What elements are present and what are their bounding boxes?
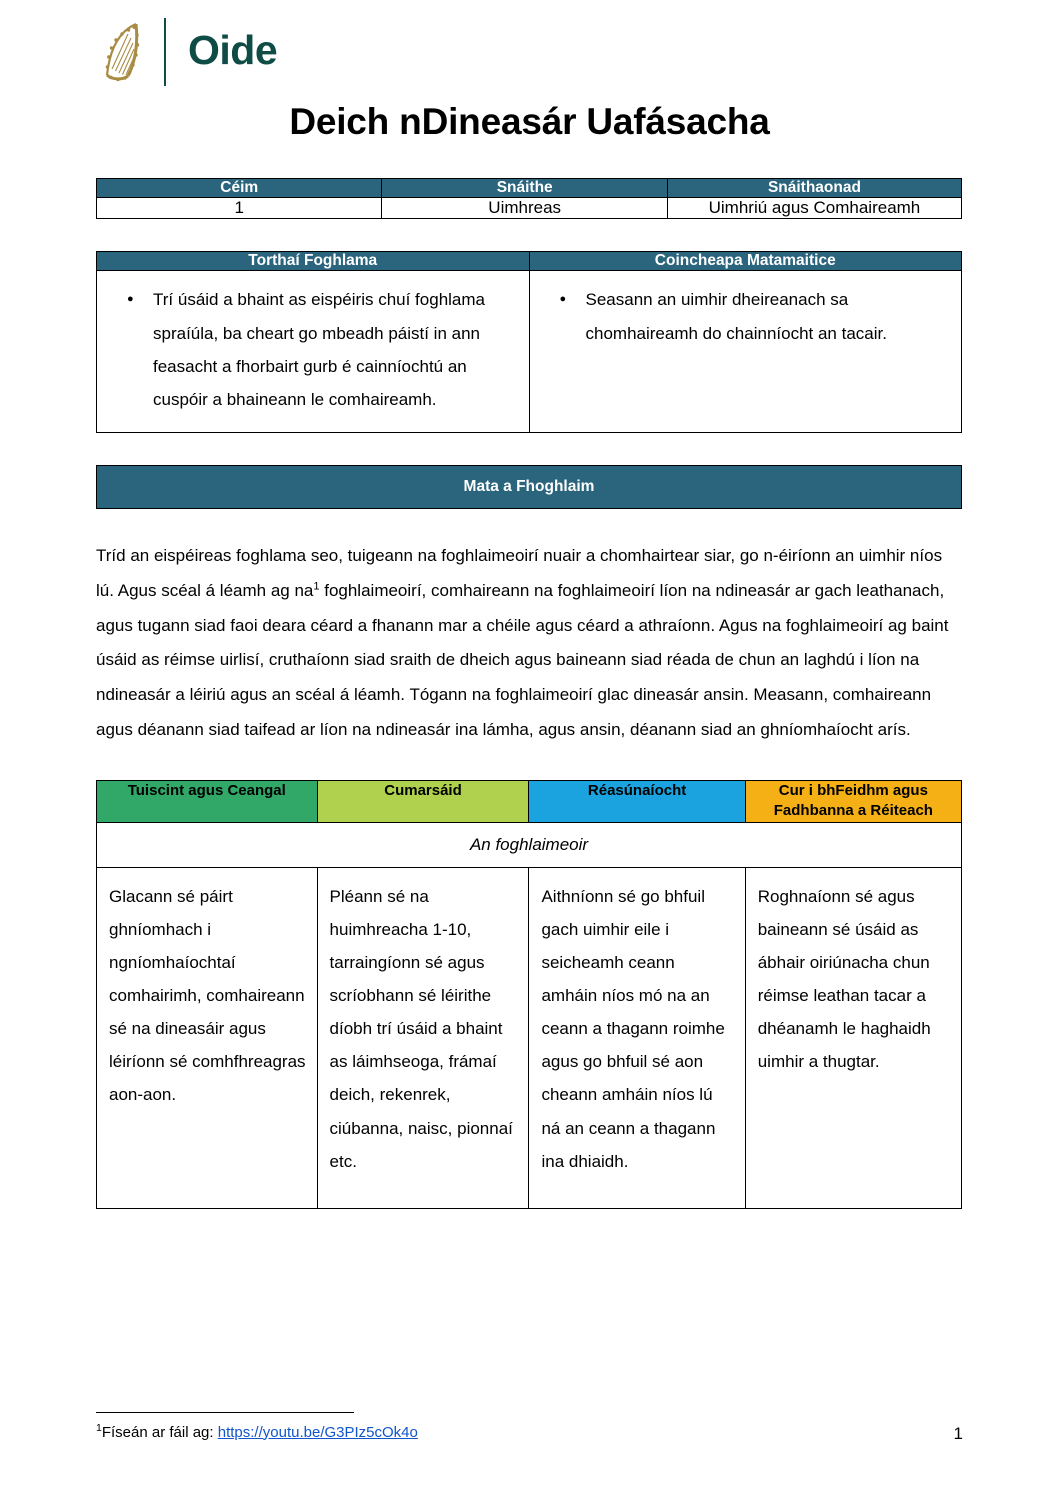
brand-header	[96, 0, 963, 82]
info-header-snaithe: Snáithe	[382, 179, 667, 198]
skills-cell-cur-i-bhfeidhm: Roghnaíonn sé agus baineann sé úsáid as ábhair oiriúnacha chun réimse leathan tacar a dhéanamh le haghaidh uimhir a thugtar.	[745, 867, 961, 1208]
info-cell-ceim: 1	[97, 198, 382, 219]
section-banner-mata-a-fhoghlaim: Mata a Fhoghlaim	[96, 465, 962, 509]
table-row	[97, 867, 962, 1208]
info-header-ceim: Céim	[97, 179, 382, 198]
skills-table	[96, 780, 962, 1209]
brand-name: Oide	[188, 26, 278, 73]
info-cell-snaithaonad: Uimhriú agus Comhaireamh	[667, 198, 961, 219]
outcomes-cell-coincheapa	[529, 271, 962, 433]
outcomes-list	[107, 283, 519, 416]
skills-subheader: An foghlaimeoir	[97, 822, 962, 867]
table-row	[97, 252, 962, 271]
footnote-area	[96, 1412, 962, 1445]
outcomes-header-torthai: Torthaí Foghlama	[97, 252, 530, 271]
list-item: ● Trí úsáid a bhaint as eispéiris chuí foghlama spraíúla, ba cheart go mbeadh páistí in ann feasacht a fhorbairt gurb é cainníochtú an cuspóir a bhaineann le comhaireamh.	[153, 283, 519, 416]
footnote-text: Físeán ar fáil ag:	[101, 1423, 218, 1441]
footnote-marker: 1	[313, 580, 320, 593]
paragraph-part-2: foghlaimeoirí, comhaireann na foghlaimeoirí líon na ndineasár ar gach leathanach, agus tugann siad faoi deara céard a fhanann mar a chéile agus céard a athraíonn. Agus na foghlaimeoirí ag baint úsáid as réimse uirlisí, cruthaíonn siad sraith de dheich agus baineann siad réada de chun an laghdú i líon na ndineasár a léiriú agus an scéal á léamh. Tógann na foghlaimeoirí glac dineasár ansin. Measann, comhaireann agus déanann siad taifead ar líon na ndineasár ina lámha, agus ansin, déanann siad an ghníomhaíocht arís.	[96, 580, 949, 740]
skills-header-cur-i-bhfeidhm: Cur i bhFeidhm agus Fadhbanna a Réiteach	[745, 781, 961, 823]
page-number: 1	[953, 1424, 963, 1443]
info-header-snaithaonad: Snáithaonad	[667, 179, 961, 198]
skills-header-reasunaiocht: Réasúnaíocht	[529, 781, 745, 823]
irish-harp-icon	[98, 19, 144, 85]
concepts-list	[540, 283, 952, 349]
table-row	[97, 271, 962, 433]
table-row	[97, 198, 962, 219]
table-row	[97, 822, 962, 867]
footnote-rule	[96, 1412, 354, 1413]
paragraph-part-1: Tríd an eispéireas foghlama seo, tuigeann na foghlaimeoirí nuair a chomhairtear siar, go n-éiríonn an uimhir níos lú. Agus scéal á léamh ag na	[96, 545, 943, 600]
outcomes-cell-torthai	[97, 271, 530, 433]
outcomes-header-coincheapa: Coincheapa Matamaitice	[529, 252, 962, 271]
footnote	[96, 1422, 962, 1445]
logo-divider	[164, 18, 166, 86]
skills-cell-cumarsaid: Pléann sé na huimhreacha 1-10, tarraingíonn sé agus scríobhann sé léirithe díobh trí úsáid a bhaint as láimhseoga, frámaí deich, rekenrek, ciúbanna, naisc, pionnaí etc.	[317, 867, 529, 1208]
skills-cell-reasunaiocht: Aithníonn sé go bhfuil gach uimhir eile i seicheamh ceann amháin níos mó na an ceann a thagann roimhe agus go bhfuil sé aon cheann amháin níos lú ná an ceann a thagann ina dhiaidh.	[529, 867, 745, 1208]
footnote-link[interactable]: https://youtu.be/G3PIz5cOk4o	[217, 1423, 418, 1441]
outcomes-table	[96, 251, 962, 433]
table-row	[97, 179, 962, 198]
page-title: Deich nDineasár Uafásacha	[289, 101, 770, 142]
footnote-number: 1	[96, 1421, 102, 1434]
skills-header-tuiscint: Tuiscint agus Ceangal	[97, 781, 318, 823]
table-row	[97, 781, 962, 823]
skills-cell-tuiscint: Glacann sé páirt ghníomhach i ngníomhaíochtaí comhairimh, comhaireann sé na dineasáir agus léiríonn sé comhfhreagras aon-aon.	[97, 867, 318, 1208]
list-item: ● Seasann an uimhir dheireanach sa chomhaireamh do chainníocht an tacair.	[586, 283, 952, 349]
skills-header-cumarsaid: Cumarsáid	[317, 781, 529, 823]
info-table	[96, 178, 962, 219]
info-cell-snaithe: Uimhreas	[382, 198, 667, 219]
body-paragraph	[96, 539, 962, 748]
